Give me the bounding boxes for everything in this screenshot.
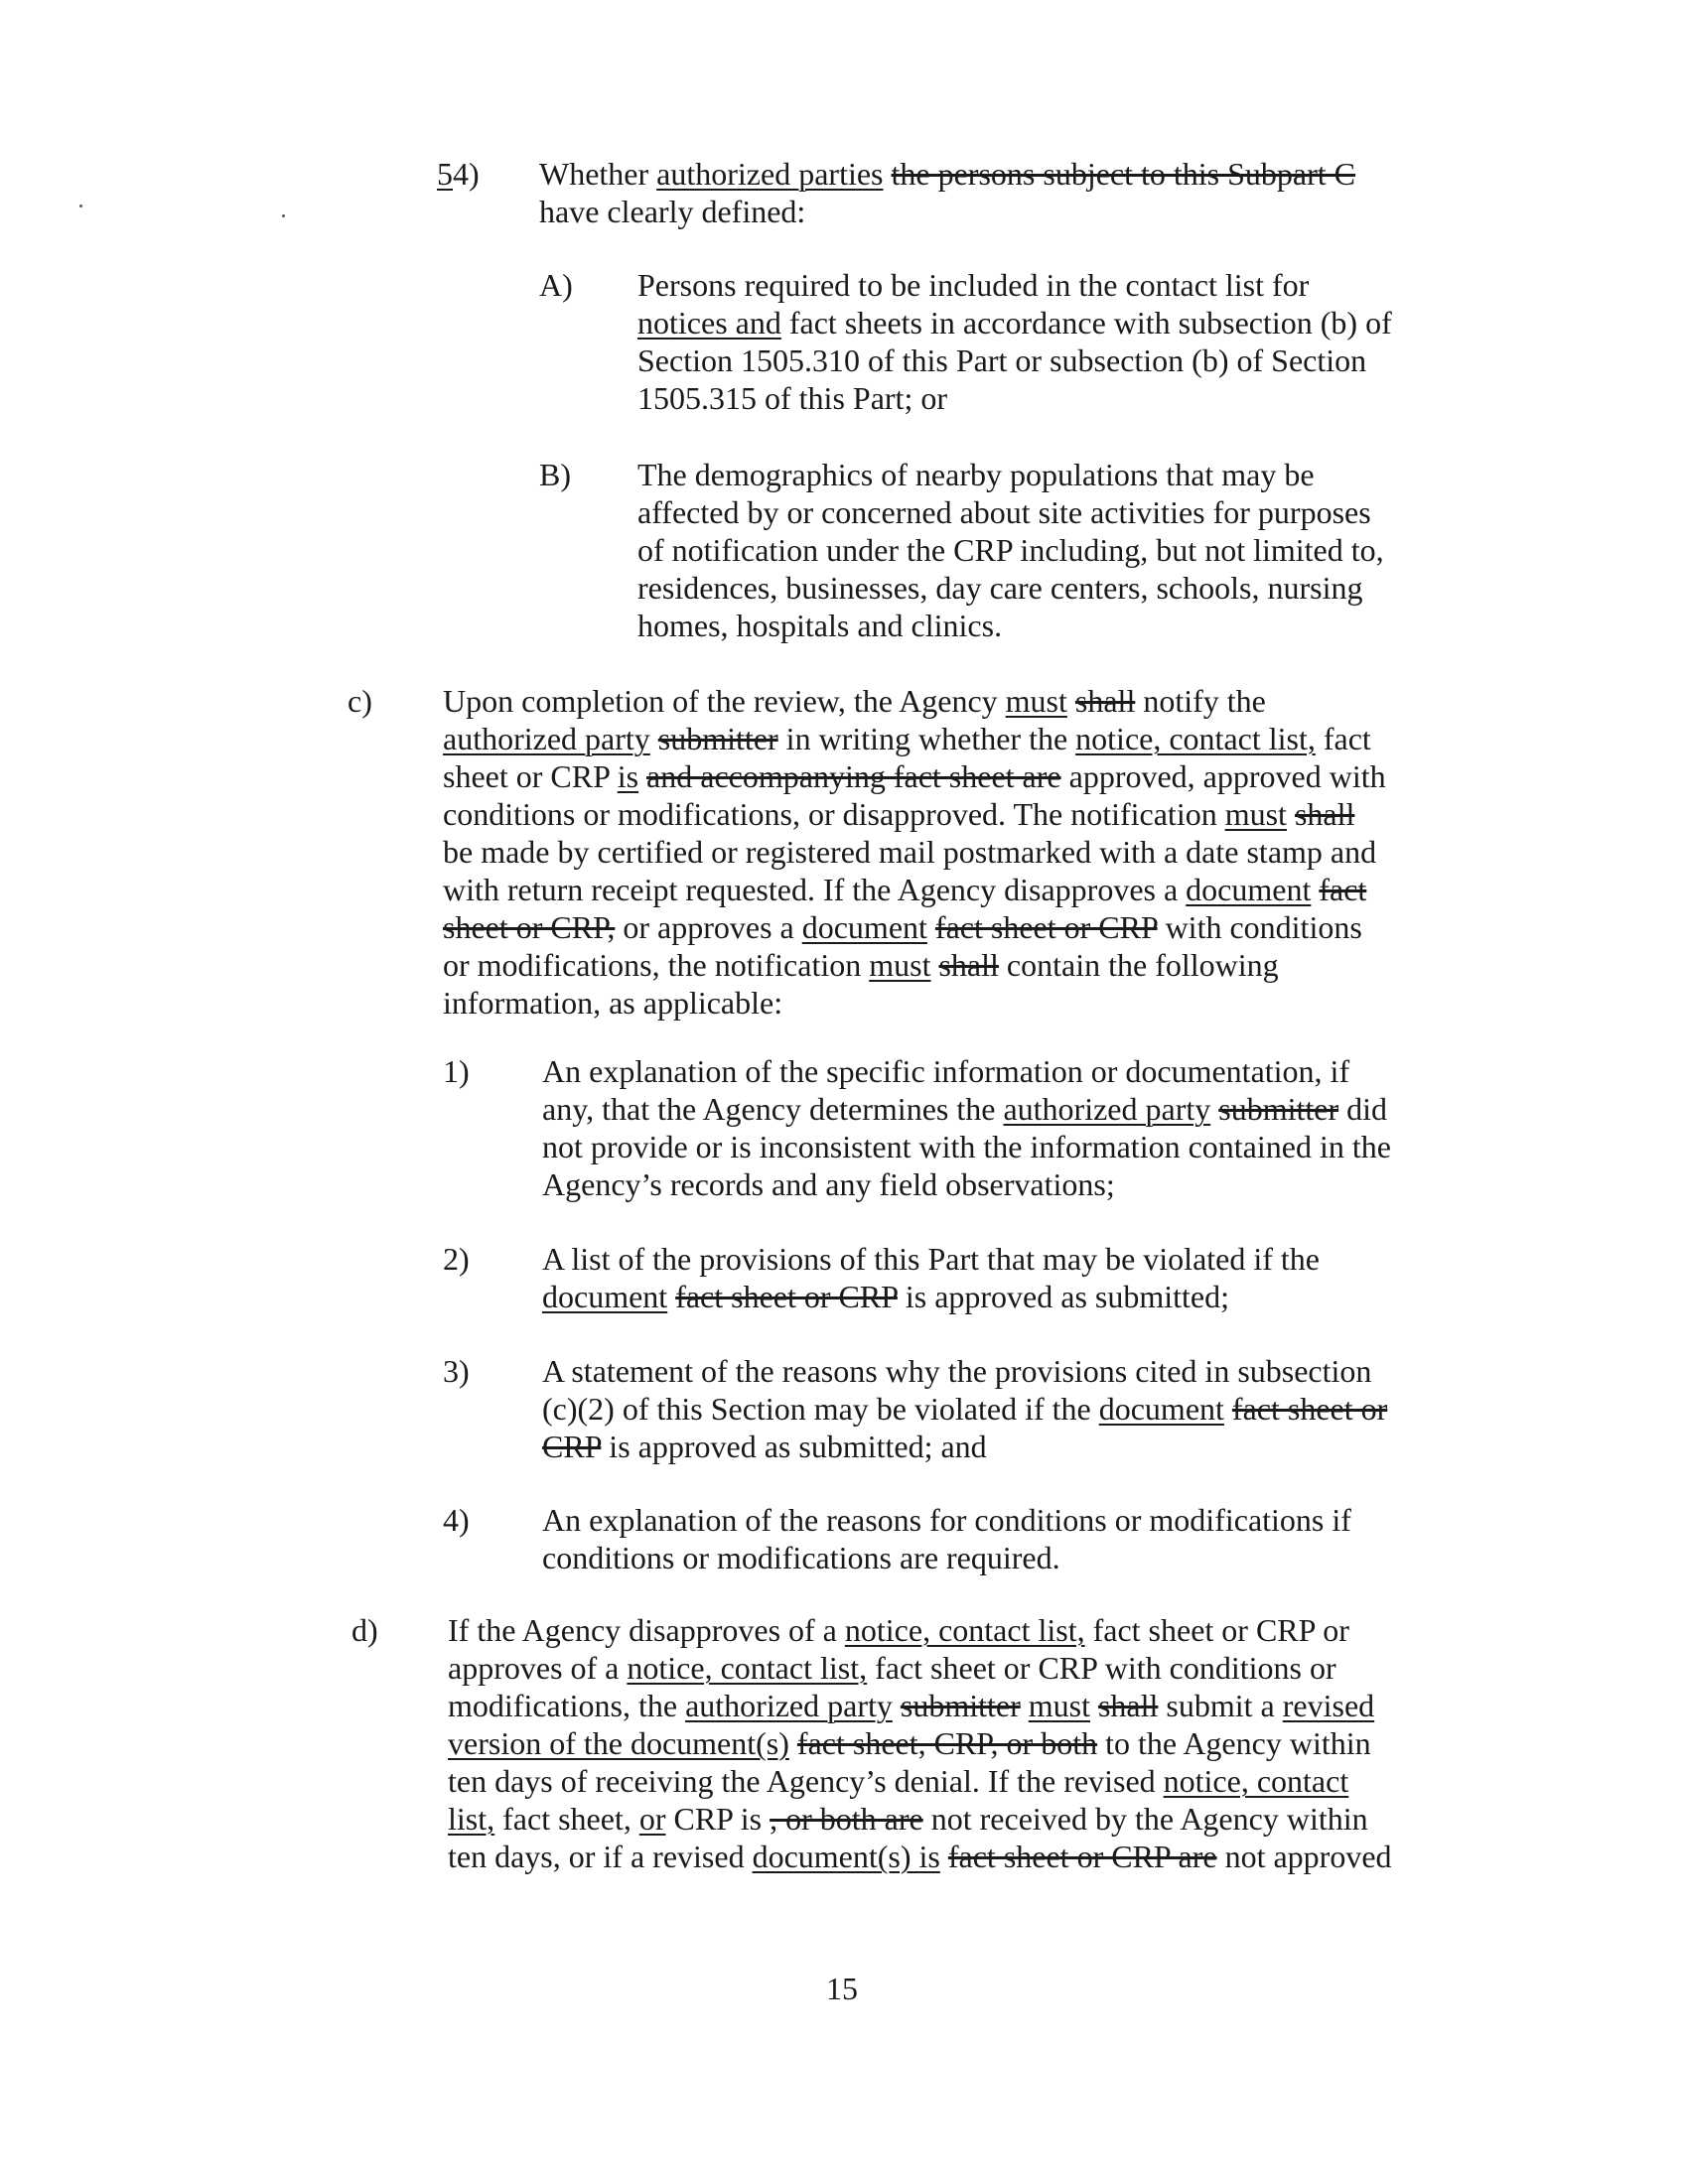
inserted-text: revised: [1282, 1688, 1375, 1723]
item-B-body: [637, 456, 1384, 644]
item-B-line-2: affected by or concerned about site activities for purposes: [637, 494, 1371, 530]
item-d-line-2: approves of a notice, contact list, fact sheet or CRP with conditions or: [448, 1650, 1336, 1686]
item-3-line-3: CRP is approved as submitted; and: [542, 1429, 987, 1464]
item-c-line-2: authorized party submitter in writing whether the notice, contact list, fact: [443, 721, 1371, 756]
item-54-line-1: Whether authorized parties the persons subject to this Subpart C: [539, 156, 1356, 192]
inserted-text: must: [1224, 796, 1287, 832]
item-A-line-3: Section 1505.310 of this Part or subsection (b) of Section: [637, 342, 1367, 378]
inserted-text: document: [542, 1279, 668, 1314]
inserted-text: is: [617, 758, 639, 794]
item-4-line-2: conditions or modifications are required.: [542, 1540, 1060, 1575]
inserted-text: notice, contact: [1163, 1763, 1349, 1799]
item-c-line-4: conditions or modifications, or disapproved. The notification must shall: [443, 796, 1355, 832]
item-4-line-1: An explanation of the reasons for conditions or modifications if: [542, 1502, 1351, 1538]
deleted-text: fact sheet, CRP, or both: [796, 1725, 1098, 1761]
item-4-label: 4): [443, 1502, 470, 1538]
item-2-line-2: document fact sheet or CRP is approved as submitted;: [542, 1279, 1230, 1314]
item-2-line-1: A list of the provisions of this Part that may be violated if the: [542, 1241, 1320, 1277]
item-B-line-4: residences, businesses, day care centers, schools, nursing: [637, 570, 1363, 606]
item-c-label: c): [348, 683, 372, 719]
item-A-line-1: Persons required to be included in the contact list for: [637, 267, 1310, 303]
deleted-text: submitter: [657, 721, 778, 756]
deleted-text: shall: [1294, 796, 1355, 832]
item-d-line-4: version of the document(s) fact sheet, CRP, or both to the Agency within: [448, 1725, 1371, 1761]
page-number: 15: [826, 1971, 858, 2006]
inserted-text: document: [801, 909, 927, 945]
inserted-text: notice, contact list,: [627, 1650, 868, 1686]
inserted-text: list,: [448, 1801, 495, 1837]
item-3-label: 3): [443, 1353, 470, 1389]
item-d-body: [448, 1611, 1392, 1875]
item-B-line-1: The demographics of nearby populations that may be: [637, 457, 1315, 492]
deleted-text: shall: [1074, 683, 1136, 719]
item-3-line-2: (c)(2) of this Section may be violated if the document fact sheet or: [542, 1391, 1388, 1427]
deleted-text: fact sheet or CRP: [675, 1279, 898, 1314]
inserted-text: authorized party: [685, 1688, 893, 1723]
item-c-body: [443, 682, 1386, 1022]
item-c-line-1: Upon completion of the review, the Agency must shall notify the: [443, 683, 1266, 719]
inserted-text: or: [638, 1801, 666, 1837]
item-54-body: [539, 155, 1355, 230]
item-c-line-6: with return receipt requested. If the Agency disapproves a document fact: [443, 872, 1367, 907]
item-3-line-1: A statement of the reasons why the provisions cited in subsection: [542, 1353, 1372, 1389]
item-A-body: [637, 266, 1392, 417]
item-2-body: [542, 1240, 1320, 1315]
inserted-text: must: [1028, 1688, 1090, 1723]
item-d-line-5: ten days of receiving the Agency’s denial. If the revised notice, contact: [448, 1763, 1349, 1799]
inserted-text: document: [1098, 1391, 1224, 1427]
item-c-line-8: or modifications, the notification must shall contain the following: [443, 947, 1279, 983]
deleted-text: sheet or CRP,: [443, 909, 616, 945]
item-1-body: [542, 1052, 1391, 1203]
deleted-text: shall: [938, 947, 999, 983]
inserted-text: authorized party: [443, 721, 650, 756]
item-1-label: 1): [443, 1053, 470, 1089]
item-A-line-4: 1505.315 of this Part; or: [637, 380, 947, 416]
item-d-label: d): [351, 1612, 378, 1648]
item-c-line-7: sheet or CRP, or approves a document fact sheet or CRP with conditions: [443, 909, 1362, 945]
item-c-line-3: sheet or CRP is and accompanying fact sheet are approved, approved with: [443, 758, 1386, 794]
item-c-line-5: be made by certified or registered mail postmarked with a date stamp and: [443, 834, 1377, 870]
scan-speck: [79, 205, 82, 207]
inserted-text: document: [1186, 872, 1312, 907]
item-1-line-4: Agency’s records and any field observations;: [542, 1166, 1115, 1202]
item-1-line-3: not provide or is inconsistent with the information contained in the: [542, 1129, 1391, 1164]
inserted-text: version of the document(s): [448, 1725, 789, 1761]
item-B-label: B): [539, 457, 571, 492]
item-A-line-2: notices and fact sheets in accordance with subsection (b) of: [637, 305, 1392, 341]
scan-speck: [282, 214, 285, 217]
deleted-text: fact sheet or CRP are: [947, 1839, 1217, 1874]
deleted-text: CRP: [542, 1429, 602, 1464]
item-54-label-rest: 4): [453, 156, 480, 192]
item-A-label: A): [539, 267, 573, 303]
item-4-body: [542, 1501, 1351, 1576]
inserted-text: notice, contact list,: [1075, 721, 1316, 756]
item-54-label: [437, 155, 480, 193]
deleted-text: fact sheet or: [1231, 1391, 1388, 1427]
deleted-text: submitter: [900, 1688, 1021, 1723]
item-1-line-1: An explanation of the specific information or documentation, if: [542, 1053, 1350, 1089]
deleted-text: the persons subject to this Subpart C: [891, 156, 1356, 192]
inserted-text: must: [869, 947, 931, 983]
inserted-text: authorized party: [1003, 1091, 1211, 1127]
deleted-text: fact: [1319, 872, 1367, 907]
deleted-text: , or both are: [770, 1801, 923, 1837]
inserted-text: authorized parties: [656, 156, 884, 192]
item-B-line-3: of notification under the CRP including, but not limited to,: [637, 532, 1384, 568]
deleted-text: submitter: [1218, 1091, 1339, 1127]
item-d-line-3: modifications, the authorized party submitter must shall submit a revised: [448, 1688, 1375, 1723]
inserted-text: notices and: [637, 305, 781, 341]
item-d-line-1: If the Agency disapproves of a notice, contact list, fact sheet or CRP or: [448, 1612, 1349, 1648]
item-d-line-7: ten days, or if a revised document(s) is fact sheet or CRP are not approved: [448, 1839, 1392, 1874]
inserted-text: document(s) is: [752, 1839, 940, 1874]
item-2-label: 2): [443, 1241, 470, 1277]
item-1-line-2: any, that the Agency determines the authorized party submitter did: [542, 1091, 1387, 1127]
item-54-line-2: have clearly defined:: [539, 194, 806, 229]
item-54-label-inserted: 5: [437, 156, 453, 192]
deleted-text: fact sheet or CRP: [934, 909, 1158, 945]
deleted-text: and accompanying fact sheet are: [646, 758, 1061, 794]
item-3-body: [542, 1352, 1387, 1465]
item-B-line-5: homes, hospitals and clinics.: [637, 608, 1003, 643]
item-d-line-6: list, fact sheet, or CRP is , or both are not received by the Agency within: [448, 1801, 1368, 1837]
inserted-text: notice, contact list,: [844, 1612, 1085, 1648]
deleted-text: shall: [1097, 1688, 1159, 1723]
inserted-text: must: [1005, 683, 1067, 719]
item-c-line-9: information, as applicable:: [443, 985, 783, 1021]
